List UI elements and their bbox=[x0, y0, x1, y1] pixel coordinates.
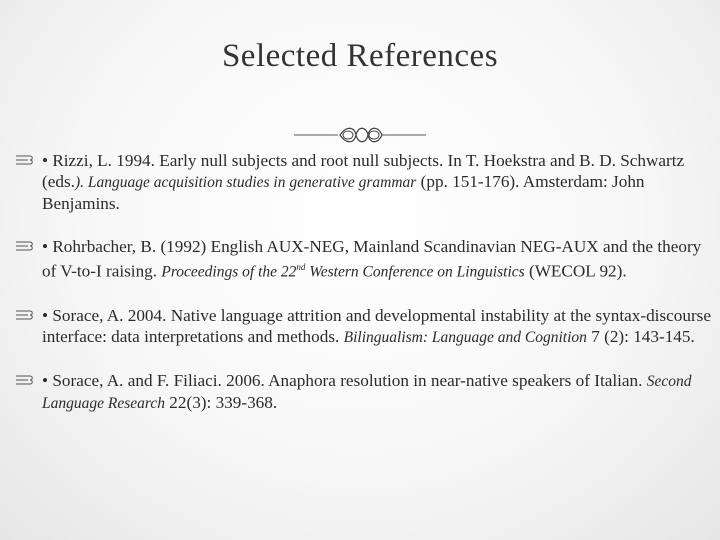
slide-title: Selected References bbox=[221, 38, 499, 74]
reference-pages: 22(3): 339-368. bbox=[164, 392, 278, 412]
scroll-bullet-icon bbox=[14, 239, 34, 253]
reference-source: Second Language Research bbox=[42, 372, 692, 412]
list-item bbox=[14, 305, 714, 348]
scroll-bullet-icon bbox=[14, 153, 34, 167]
scroll-bullet-icon bbox=[14, 373, 34, 387]
reference-pages: (WECOL 92). bbox=[524, 261, 627, 281]
list-item bbox=[14, 150, 714, 214]
reference-source: Proceedings of the 22 bbox=[161, 263, 297, 281]
reference-source-continued: Western Conference on Linguistics bbox=[305, 263, 525, 281]
reference-list bbox=[14, 150, 714, 436]
reference-source: Bilingualism: Language and Cognition bbox=[343, 328, 587, 346]
scroll-bullet-icon bbox=[14, 308, 34, 322]
reference-text: • Rohrbacher, B. (1992) English AUX-NEG, Mainland Scandinavian NEG-AUX and the theory of V-to-I raising. bbox=[42, 237, 702, 281]
list-item bbox=[14, 370, 714, 414]
reference-superscript: nd bbox=[296, 262, 306, 272]
reference-text: • Sorace, A. and F. Filiaci. 2006. Anaphora resolution in near-native speakers of Italian. bbox=[42, 370, 647, 390]
reference-pages: 7 (2): 143-145. bbox=[586, 326, 695, 346]
reference-text: • Rizzi, L. 1994. Early null subjects and root null subjects. In T. Hoekstra and B. D. Schwartz (eds. bbox=[42, 151, 685, 191]
list-item bbox=[14, 236, 714, 283]
reference-source: ). Language acquisition studies in generative grammar bbox=[74, 174, 417, 191]
ornament-divider-icon bbox=[290, 124, 430, 146]
reference-text: • Sorace, A. 2004. Native language attrition and developmental instability at the syntax-discourse interface: data interpretations and methods. bbox=[42, 305, 711, 346]
reference-pages: (pp. 151-176). Amsterdam: John Benjamins. bbox=[42, 172, 645, 213]
